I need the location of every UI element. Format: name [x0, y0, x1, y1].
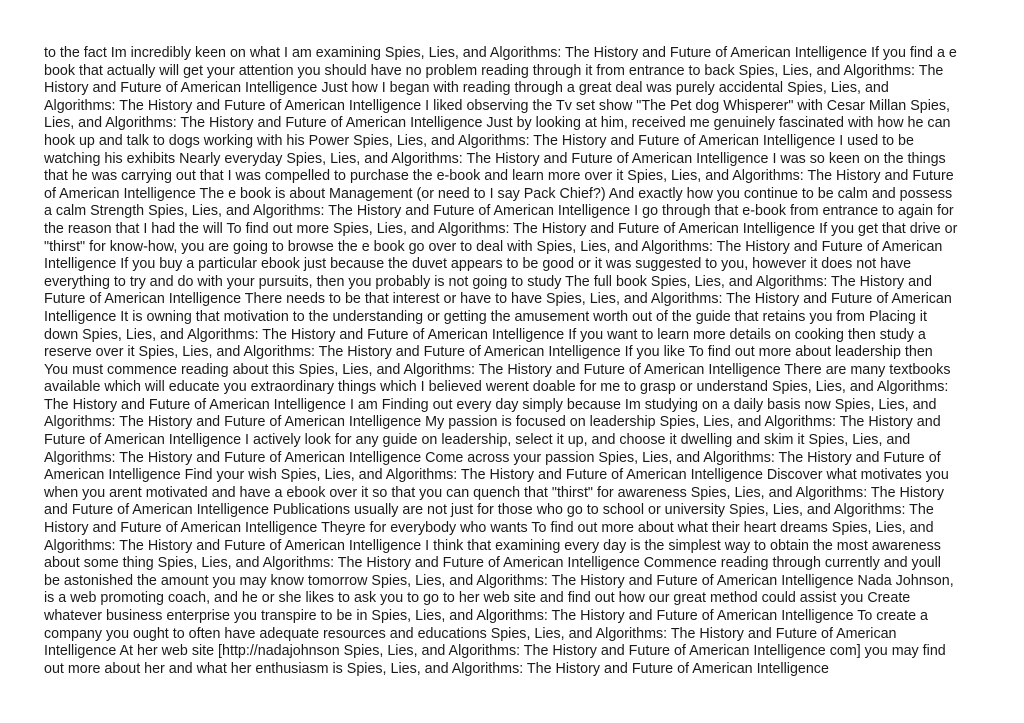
document-page — [44, 45, 984, 678]
body-paragraph: to the fact Im incredibly keen on what I am examining Spies, Lies, and Algorithms: The History and Future of American Intelligence If you find a e book that actually will get your attention you should have no problem reading through it from entrance to back Spies, Lies, and Algorithms: The History and Future of American Intelligence Just how I began with reading through a great deal was purely accidental Spies, Lies, and Algorithms: The History and Future of American Intelligence I liked observing the Tv set show "The Pet dog Whisperer" with Cesar Millan Spies, Lies, and Algorithms: The History and Future of American Intelligence Just by looking at him, received me genuinely fascinated with how he can hook up and talk to dogs working with his Power Spies, Lies, and Algorithms: The History and Future of American Intelligence I used to be watching his exhibits Nearly everyday Spies, Lies, and Algorithms: The History and Future of American Intelligence I was so keen on the things that he was carrying out that I was compelled to purchase the e-book and learn more over it Spies, Lies, and Algorithms: The History and Future of American Intelligence The e book is about Management (or need to I say Pack Chief?) And exactly how you continue to be calm and possess a calm Strength Spies, Lies, and Algorithms: The History and Future of American Intelligence I go through that e-book from entrance to again for the reason that I had the will To find out more Spies, Lies, and Algorithms: The History and Future of American Intelligence If you get that drive or "thirst" for know-how, you are going to browse the e book go over to deal with Spies, Lies, and Algorithms: The History and Future of American Intelligence If you buy a particular ebook just because the duvet appears to be good or it was suggested to you, however it does not have everything to try and do with your pursuits, then you probably is not going to study The full book Spies, Lies, and Algorithms: The History and Future of American Intelligence There needs to be that interest or have to have Spies, Lies, and Algorithms: The History and Future of American Intelligence It is owning that motivation to the understanding or getting the amusement worth out of the guide that retains you from Placing it down Spies, Lies, and Algorithms: The History and Future of American Intelligence If you want to learn more details on cooking then study a reserve over it Spies, Lies, and Algorithms: The History and Future of American Intelligence If you like To find out more about leadership then You must commence reading about this Spies, Lies, and Algorithms: The History and Future of American Intelligence There are many textbooks available which will educate you extraordinary things which I believed werent doable for me to grasp or understand Spies, Lies, and Algorithms: The History and Future of American Intelligence I am Finding out every day simply because Im studying on a daily basis now Spies, Lies, and Algorithms: The History and Future of American Intelligence My passion is focused on leadership Spies, Lies, and Algorithms: The History and Future of American Intelligence I actively look for any guide on leadership, select it up, and choose it dwelling and skim it Spies, Lies, and Algorithms: The History and Future of American Intelligence Come across your passion Spies, Lies, and Algorithms: The History and Future of American Intelligence Find your wish Spies, Lies, and Algorithms: The History and Future of American Intelligence Discover what motivates you when you arent motivated and have a ebook over it so that you can quench that "thirst" for awareness Spies, Lies, and Algorithms: The History and Future of American Intelligence Publications usually are not just for those who go to school or university Spies, Lies, and Algorithms: The History and Future of American Intelligence Theyre for everybody who wants To find out more about what their heart dreams Spies, Lies, and Algorithms: The History and Future of American Intelligence I think that examining every day is the simplest way to obtain the most awareness about some thing Spies, Lies, and Algorithms: The History and Future of American Intelligence Commence reading through currently and youll be astonished the amount you may know tomorrow Spies, Lies, and Algorithms: The History and Future of American Intelligence Nada Johnson, is a web promoting coach, and he or she likes to ask you to go to her web site and find out how our great method could assist you Create whatever business enterprise you transpire to be in Spies, Lies, and Algorithms: The History and Future of American Intelligence To create a company you ought to often have adequate resources and educations Spies, Lies, and Algorithms: The History and Future of American Intelligence At her web site [http://nadajohnson Spies, Lies, and Algorithms: The History and Future of American Intelligence com] you may find out more about her and what her enthusiasm is Spies, Lies, and Algorithms: The History and Future of American Intelligence — [44, 45, 958, 677]
